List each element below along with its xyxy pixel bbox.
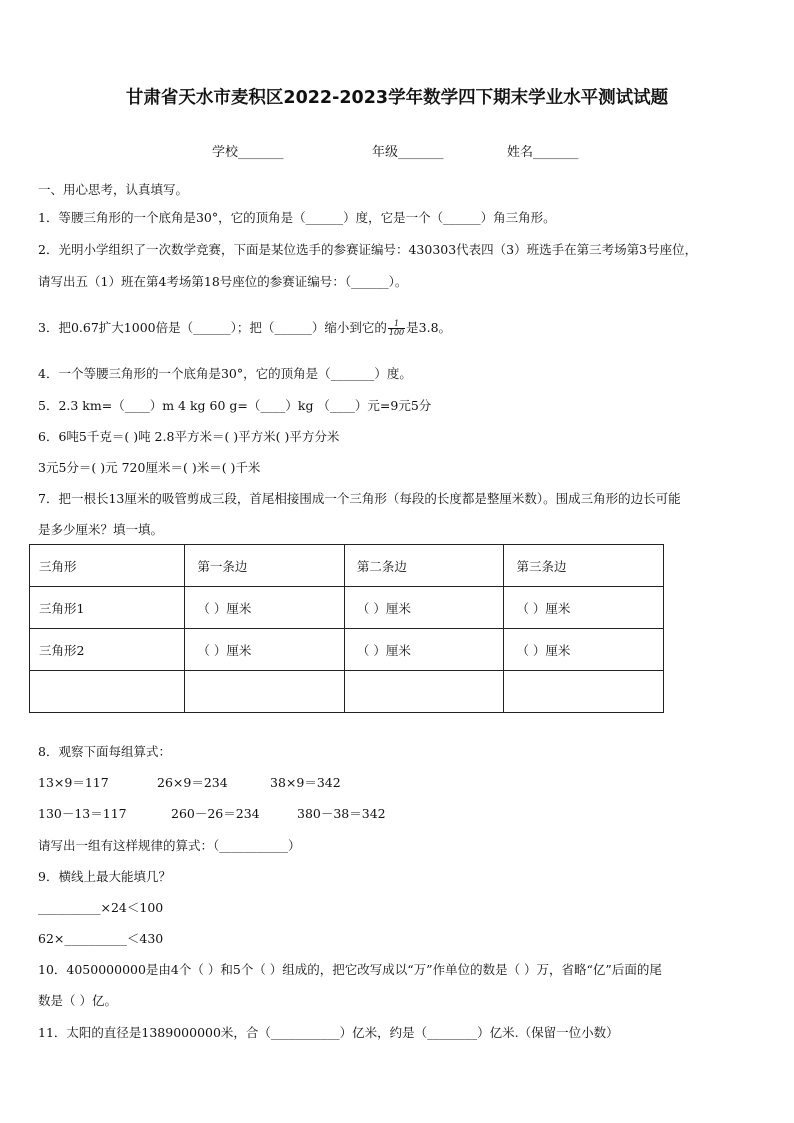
exam-title: 甘肃省天水市麦积区2022-2023学年数学四下期末学业水平测试试题 <box>125 88 669 108</box>
question-3-text-after: 是3.8。 <box>406 320 452 335</box>
table-header-cell: 第一条边 <box>185 545 345 587</box>
q8-expression: 260－26＝234 <box>171 806 260 821</box>
question-1: 1．等腰三角形的一个底角是30°，它的顶角是（______）度，它是一个（______）角三角形。 <box>38 210 556 225</box>
question-4: 4．一个等腰三角形的一个底角是30°，它的顶角是（_______）度。 <box>38 366 412 381</box>
table-cell: （ ）厘米 <box>504 629 664 671</box>
table-row <box>30 629 664 671</box>
question-7-line-1: 7．把一根长13厘米的吸管剪成三段，首尾相接围成一个三角形（每段的长度都是整厘米数）。围成三角形的边长可能 <box>38 491 681 506</box>
table-cell: （ ）厘米 <box>344 587 504 629</box>
school-field: 学校_______ <box>212 145 284 160</box>
question-2-line-1: 2．光明小学组织了一次数学竞赛，下面是某位选手的参赛证编号：430303代表四（3）班选手在第三考场第3号座位， <box>38 242 698 257</box>
table-cell: （ ）厘米 <box>185 587 345 629</box>
question-7-line-2: 是多少厘米？填一填。 <box>38 522 164 537</box>
name-field: 姓名_______ <box>507 145 579 160</box>
table-cell: 三角形2 <box>30 629 185 671</box>
table-header-cell: 第二条边 <box>344 545 504 587</box>
q8-expression: 130－13＝117 <box>38 806 127 821</box>
fraction-denominator: 100 <box>388 328 405 337</box>
section-heading: 一、用心思考，认真填写。 <box>38 182 189 197</box>
grade-field: 年级_______ <box>372 145 444 160</box>
table-cell: （ ）厘米 <box>185 629 345 671</box>
question-9-line-1: __________×24＜100 <box>38 900 164 915</box>
fraction <box>388 320 405 337</box>
table-header-row <box>30 545 664 587</box>
question-8-title: 8．观察下面每组算式： <box>38 744 171 759</box>
question-6-line-2: 3元5分＝( )元 720厘米＝( )米＝( )千米 <box>38 460 261 475</box>
q8-expression: 38×9＝342 <box>270 775 341 790</box>
table-header-cell: 三角形 <box>30 545 185 587</box>
question-9-title: 9．横线上最大能填几？ <box>38 869 171 884</box>
question-8-ask: 请写出一组有这样规律的算式：（___________） <box>38 838 301 853</box>
question-11: 11．太阳的直径是1389000000米，合（___________）亿米，约是（________）亿米.（保留一位小数） <box>38 1025 619 1040</box>
question-6-line-1: 6．6吨5千克＝( )吨 2.8平方米＝( )平方米( )平方分米 <box>38 429 340 444</box>
table-cell: （ ）厘米 <box>344 629 504 671</box>
question-10-line-1: 10．4050000000是由4个（ ）和5个（ ）组成的，把它改写成以“万”作单位的数是（ ）万，省略“亿”后面的尾 <box>38 962 662 977</box>
table-cell: 三角形1 <box>30 587 185 629</box>
question-5: 5．2.3 km=（____）m 4 kg 60 g=（____）kg （____）元=9元5分 <box>38 398 432 413</box>
question-2-line-2: 请写出五（1）班在第4考场第18号座位的参赛证编号：（______）。 <box>38 274 408 289</box>
q8-expression: 13×9＝117 <box>38 775 109 790</box>
question-3 <box>38 318 451 337</box>
table-cell <box>504 671 664 713</box>
table-cell <box>30 671 185 713</box>
table-header-cell: 第三条边 <box>504 545 664 587</box>
question-10-line-2: 数是（ ）亿。 <box>38 993 117 1008</box>
question-9-line-2: 62×__________＜430 <box>38 931 164 946</box>
triangle-table <box>29 544 664 713</box>
table-row <box>30 587 664 629</box>
question-3-text-before: 3．把0.67扩大1000倍是（______）；把（______）缩小到它的 <box>38 320 387 335</box>
table-cell <box>344 671 504 713</box>
table-cell <box>185 671 345 713</box>
table-cell: （ ）厘米 <box>504 587 664 629</box>
table-row <box>30 671 664 713</box>
q8-expression: 380－38＝342 <box>297 806 386 821</box>
fraction-numerator: 1 <box>388 320 405 329</box>
q8-expression: 26×9＝234 <box>157 775 228 790</box>
